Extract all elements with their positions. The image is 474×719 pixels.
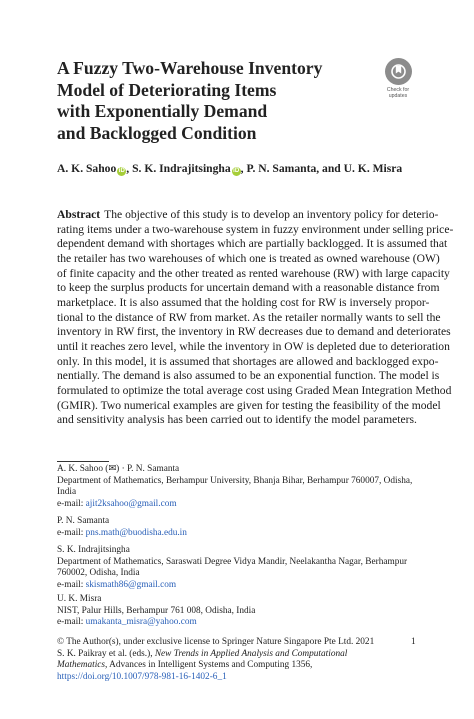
- book-title: New Trends in Applied Analysis and Computational: [154, 648, 348, 659]
- abstract-line: of finite capacity and the other treated as rented warehouse (RW) with large capacity: [57, 266, 450, 280]
- abstract-line: Abstract The objective of this study is to develop an inventory policy for deterio-: [57, 208, 439, 221]
- affiliation-address: NIST, Palur Hills, Berhampur 761 008, Odisha, India: [57, 605, 256, 616]
- email-link[interactable]: skismath86@gmail.com: [85, 580, 177, 591]
- abstract-line: marketplace. It is also assumed that the holding cost for RW is inversely propor-: [57, 295, 430, 309]
- title-line: with Exponentially Demand: [57, 101, 268, 121]
- affiliation-email-row: e-mail: pns.math@buodisha.edu.in: [57, 527, 187, 538]
- affiliation-block: [57, 545, 427, 592]
- abstract-line: rating items under a two-warehouse system in fuzzy environment under selling price-: [57, 222, 454, 236]
- citation-line: Mathematics, Advances in Intelligent Systems and Computing 1356,: [57, 660, 313, 671]
- doi-row: [57, 672, 427, 684]
- abstract-line: only. In this model, it is assumed that shortages are allowed and backlogged expo-: [57, 354, 439, 368]
- abstract-line: and sensitivity analysis has been carried out to identify the model parameters.: [57, 413, 417, 427]
- abstract-line: nentially. The demand is also assumed to be an exponential function. The model is: [57, 369, 440, 383]
- affiliation-email-row: e-mail: ajit2ksahoo@gmail.com: [57, 499, 177, 510]
- check-for-updates-badge[interactable]: [378, 58, 418, 102]
- abstract: [57, 208, 454, 428]
- orcid-icon[interactable]: iD: [233, 168, 240, 174]
- affiliation-authors: U. K. Misra: [57, 594, 102, 604]
- title-line: and Backlogged Condition: [57, 122, 257, 143]
- orcid-icon[interactable]: iD: [118, 168, 125, 174]
- abstract-line: inventory in RW first, the inventory in RW decreases due to demand and deteriorates: [57, 325, 451, 339]
- copyright-notice: © The Author(s), under exclusive license to Springer Nature Singapore Pte Ltd. 2021: [57, 637, 375, 647]
- affiliation-block: [57, 594, 427, 629]
- abstract-label: Abstract: [57, 208, 101, 221]
- author-name: S. K. Indrajitsingha: [132, 162, 231, 175]
- book-title: Mathematics: [57, 660, 106, 671]
- affiliation-email-row: e-mail: skismath86@gmail.com: [57, 580, 177, 591]
- affiliation-authors: P. N. Samanta: [57, 516, 110, 526]
- abstract-line: formulated to optimize the total average cost using Graded Mean Integration Method: [57, 383, 452, 397]
- affiliation-address: Department of Mathematics, Berhampur University, Bhanja Bihar, Berhampur 760007, Odisha,: [57, 475, 413, 486]
- author-names-rest: , P. N. Samanta, and U. K. Misra: [240, 162, 403, 175]
- abstract-line: (GMIR). Two numerical examples are given for testing the feasibility of the model: [57, 398, 441, 412]
- email-link[interactable]: ajit2ksahoo@gmail.com: [85, 499, 177, 510]
- footnote-divider: [57, 461, 109, 462]
- affiliation-authors: S. K. Indrajitsingha: [57, 545, 130, 555]
- check-for-updates-icon: [385, 58, 412, 85]
- affiliation-address: Department of Mathematics, Saraswati Degree Vidya Mandir, Neelakantha Nagar, Berhampur: [57, 556, 408, 567]
- abstract-line: until it reaches zero level, while the inventory in OW is depleted due to deterioration: [57, 339, 450, 353]
- abstract-line: to keep the surplus products for uncertain demand with a reasonable distance from: [57, 281, 440, 295]
- affiliation-address: 760002, Odisha, India: [57, 568, 140, 579]
- bookmark-ring-icon: [390, 63, 407, 80]
- doi-link[interactable]: https://doi.org/10.1007/978-981-16-1402-6_1: [57, 672, 227, 683]
- page-number: 1: [411, 637, 416, 647]
- email-link[interactable]: umakanta_misra@yahoo.com: [85, 617, 197, 628]
- affiliation-authors: A. K. Sahoo (✉) · P. N. Samanta: [57, 464, 180, 474]
- abstract-line: dependent demand with shortages which are partially backlogged. It is assumed that: [57, 237, 448, 251]
- citation-line: S. K. Paikray et al. (eds.), New Trends in Applied Analysis and Computational: [57, 648, 348, 659]
- title-line: A Fuzzy Two-Warehouse Inventory: [57, 58, 323, 78]
- affiliation-block: [57, 516, 427, 539]
- email-link[interactable]: pns.math@buodisha.edu.in: [85, 527, 187, 538]
- paper-title: [57, 58, 357, 144]
- publication-footer: [57, 637, 427, 684]
- affiliation-block: [57, 464, 427, 511]
- abstract-line: tional to the distance of RW from market. As the retailer normally wants to sell the: [57, 310, 441, 324]
- badge-label: Check for updates: [386, 87, 410, 99]
- author-name: A. K. Sahoo: [57, 162, 117, 175]
- affiliation-email-row: e-mail: umakanta_misra@yahoo.com: [57, 617, 197, 628]
- author-list: A. K. Sahoo iD , S. K. Indrajitsingha iD , P. N. Samanta, and U. K. Misra: [57, 162, 403, 175]
- title-line: Model of Deteriorating Items: [57, 79, 277, 100]
- abstract-line: the retailer has two warehouses of which one is treated as owned warehouse (OW): [57, 251, 440, 265]
- affiliation-address: India: [57, 487, 77, 498]
